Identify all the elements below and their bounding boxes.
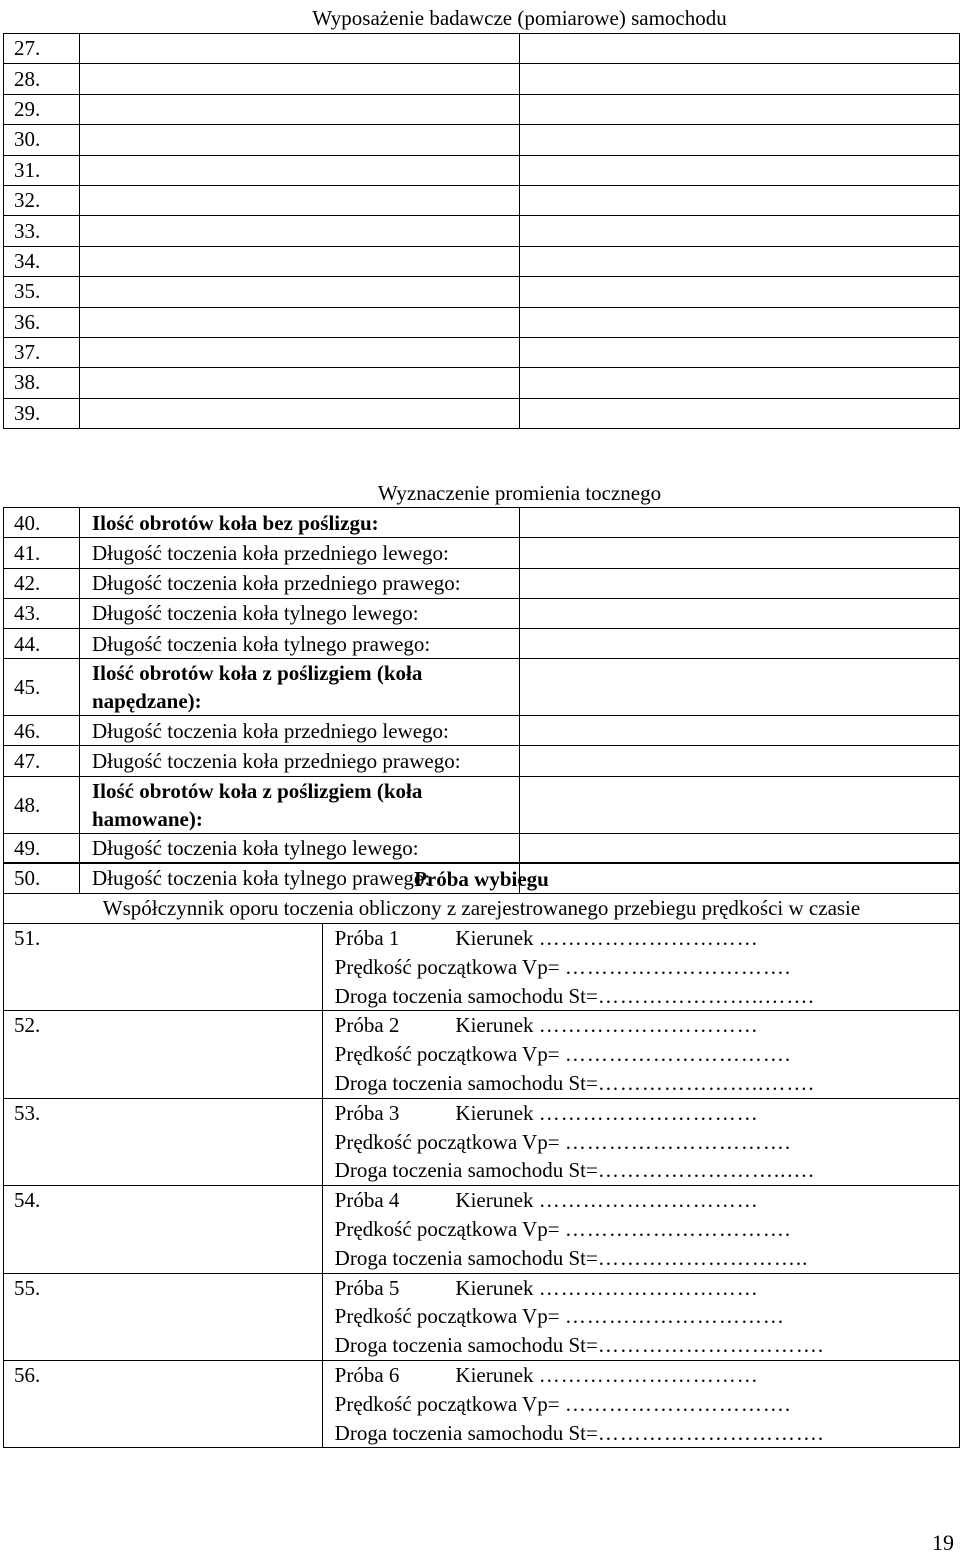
rolling-distance-field[interactable]: …………………..……. bbox=[597, 983, 815, 1008]
trial-direction-line bbox=[335, 1186, 959, 1215]
direction-label: Kierunek bbox=[455, 1100, 534, 1125]
row-number: 47. bbox=[4, 746, 80, 776]
direction-label: Kierunek bbox=[455, 1275, 534, 1300]
coastdown-trial-row bbox=[4, 1011, 960, 1098]
direction-field[interactable]: ………………………… bbox=[538, 1362, 759, 1387]
trial-label: Próba 5 bbox=[334, 1275, 400, 1300]
measurement-label: Długość toczenia koła tylnego prawego: bbox=[80, 628, 520, 658]
initial-speed-line bbox=[335, 1040, 959, 1069]
equipment-value-cell[interactable] bbox=[520, 277, 960, 307]
rolling-distance-label: Droga toczenia samochodu St= bbox=[334, 1245, 598, 1270]
initial-speed-field[interactable]: …………………………. bbox=[564, 1129, 792, 1154]
equipment-value-cell[interactable] bbox=[520, 64, 960, 94]
coastdown-trial-row bbox=[4, 1360, 960, 1447]
equipment-name-cell[interactable] bbox=[80, 216, 520, 246]
rolling-distance-field[interactable]: ……………………..…. bbox=[597, 1158, 815, 1183]
equipment-name-cell[interactable] bbox=[80, 125, 520, 155]
trial-block[interactable] bbox=[322, 1186, 959, 1273]
equipment-row bbox=[4, 34, 960, 64]
rolling-distance-line bbox=[335, 1069, 959, 1098]
measurement-label: Długość toczenia koła tylnego lewego: bbox=[80, 598, 520, 628]
equipment-rows bbox=[4, 34, 960, 429]
equipment-name-cell[interactable] bbox=[80, 398, 520, 428]
equipment-value-cell[interactable] bbox=[520, 34, 960, 64]
rolling-radius-row bbox=[4, 508, 960, 538]
equipment-value-cell[interactable] bbox=[520, 398, 960, 428]
direction-field[interactable]: ………………………… bbox=[538, 926, 759, 950]
coastdown-trial-row bbox=[4, 924, 960, 1011]
measurement-value-cell[interactable] bbox=[520, 598, 960, 628]
equipment-name-cell[interactable] bbox=[80, 155, 520, 185]
row-number: 27. bbox=[4, 34, 80, 64]
rolling-distance-line bbox=[335, 1156, 959, 1185]
initial-speed-line bbox=[335, 953, 959, 982]
measurement-value-cell[interactable] bbox=[520, 659, 960, 716]
rolling-radius-row bbox=[4, 833, 960, 863]
direction-label: Kierunek bbox=[455, 926, 534, 950]
row-number: 48. bbox=[4, 776, 80, 833]
rolling-radius-row bbox=[4, 538, 960, 568]
row-number: 41. bbox=[4, 538, 80, 568]
equipment-row bbox=[4, 64, 960, 94]
measurement-value-cell[interactable] bbox=[520, 508, 960, 538]
equipment-row bbox=[4, 368, 960, 398]
measurement-label: Długość toczenia koła tylnego lewego: bbox=[80, 833, 520, 863]
row-number: 49. bbox=[4, 833, 80, 863]
equipment-name-cell[interactable] bbox=[80, 337, 520, 367]
direction-field[interactable]: ………………………… bbox=[538, 1100, 759, 1125]
measurement-label: Długość toczenia koła przedniego lewego: bbox=[80, 538, 520, 568]
initial-speed-field[interactable]: ………………………… bbox=[564, 1304, 785, 1329]
row-number: 28. bbox=[4, 64, 80, 94]
initial-speed-label: Prędkość początkowa Vp= bbox=[334, 1042, 560, 1067]
measurement-label: Długość toczenia koła tylnego prawego: bbox=[80, 863, 520, 893]
row-number: 50. bbox=[4, 863, 80, 893]
equipment-value-cell[interactable] bbox=[520, 337, 960, 367]
equipment-row bbox=[4, 277, 960, 307]
coastdown-trial-row bbox=[4, 1273, 960, 1360]
equipment-name-cell[interactable] bbox=[80, 34, 520, 64]
initial-speed-field[interactable]: …………………………. bbox=[564, 1042, 792, 1067]
initial-speed-field[interactable]: …………………………. bbox=[564, 1391, 792, 1416]
rolling-distance-label: Droga toczenia samochodu St= bbox=[334, 1158, 598, 1183]
trial-label: Próba 6 bbox=[334, 1362, 400, 1387]
initial-speed-field[interactable]: …………………………. bbox=[564, 1216, 792, 1241]
measurement-label: Długość toczenia koła przedniego prawego: bbox=[80, 746, 520, 776]
equipment-row bbox=[4, 307, 960, 337]
direction-field[interactable]: ………………………… bbox=[538, 1275, 759, 1300]
row-number: 52. bbox=[4, 1011, 323, 1098]
row-number: 40. bbox=[4, 508, 80, 538]
rolling-radius-row bbox=[4, 659, 960, 716]
measurement-value-cell[interactable] bbox=[520, 833, 960, 863]
equipment-name-cell[interactable] bbox=[80, 368, 520, 398]
row-number: 32. bbox=[4, 185, 80, 215]
equipment-name-cell[interactable] bbox=[80, 185, 520, 215]
row-number: 53. bbox=[4, 1098, 323, 1185]
equipment-name-cell[interactable] bbox=[80, 94, 520, 124]
rolling-distance-line bbox=[335, 982, 959, 1011]
measurement-value-cell[interactable] bbox=[520, 538, 960, 568]
equipment-value-cell[interactable] bbox=[520, 125, 960, 155]
initial-speed-line bbox=[335, 1302, 959, 1331]
rolling-distance-field[interactable]: …………………………. bbox=[597, 1420, 825, 1445]
rolling-radius-row bbox=[4, 716, 960, 746]
rolling-radius-rows bbox=[4, 508, 960, 894]
equipment-name-cell[interactable] bbox=[80, 307, 520, 337]
row-number: 42. bbox=[4, 568, 80, 598]
rolling-radius-row bbox=[4, 568, 960, 598]
rolling-distance-field[interactable]: …………………..……. bbox=[597, 1070, 815, 1095]
equipment-value-cell[interactable] bbox=[520, 246, 960, 276]
equipment-value-cell[interactable] bbox=[520, 368, 960, 398]
initial-speed-line bbox=[335, 1390, 959, 1419]
initial-speed-line bbox=[335, 1215, 959, 1244]
row-number: 39. bbox=[4, 398, 80, 428]
equipment-value-cell[interactable] bbox=[520, 94, 960, 124]
row-number: 54. bbox=[4, 1186, 323, 1273]
coastdown-rows bbox=[4, 924, 960, 1448]
rolling-radius-header-row bbox=[4, 478, 960, 508]
rolling-distance-line bbox=[335, 1331, 959, 1360]
direction-label: Kierunek bbox=[455, 1362, 534, 1387]
equipment-row bbox=[4, 246, 960, 276]
equipment-name-cell[interactable] bbox=[80, 246, 520, 276]
row-number: 38. bbox=[4, 368, 80, 398]
equipment-value-cell[interactable] bbox=[520, 307, 960, 337]
rolling-distance-label: Droga toczenia samochodu St= bbox=[334, 983, 598, 1008]
initial-speed-label: Prędkość początkowa Vp= bbox=[334, 1129, 560, 1154]
measurement-label: Ilość obrotów koła z poślizgiem (koła hamowane): bbox=[80, 776, 520, 833]
direction-label: Kierunek bbox=[455, 1188, 534, 1213]
direction-field[interactable]: ………………………… bbox=[538, 1013, 759, 1038]
trial-direction-line bbox=[335, 1099, 959, 1128]
equipment-table bbox=[3, 3, 960, 429]
row-number: 33. bbox=[4, 216, 80, 246]
row-number: 56. bbox=[4, 1360, 323, 1447]
trial-block[interactable] bbox=[322, 1360, 959, 1447]
trial-label: Próba 1 bbox=[334, 926, 400, 950]
row-number: 36. bbox=[4, 307, 80, 337]
equipment-value-cell[interactable] bbox=[520, 216, 960, 246]
row-number: 43. bbox=[4, 598, 80, 628]
trial-direction-line bbox=[335, 1274, 959, 1303]
initial-speed-field[interactable]: …………………………. bbox=[564, 954, 792, 979]
row-number: 44. bbox=[4, 628, 80, 658]
trial-block[interactable] bbox=[322, 1098, 959, 1185]
equipment-row bbox=[4, 185, 960, 215]
initial-speed-line bbox=[335, 1128, 959, 1157]
initial-speed-label: Prędkość początkowa Vp= bbox=[334, 954, 560, 979]
initial-speed-label: Prędkość początkowa Vp= bbox=[334, 1391, 560, 1416]
equipment-name-cell[interactable] bbox=[80, 64, 520, 94]
measurement-label: Ilość obrotów koła z poślizgiem (koła napędzane): bbox=[80, 659, 520, 716]
measurement-label: Długość toczenia koła przedniego prawego: bbox=[80, 568, 520, 598]
direction-field[interactable]: ………………………… bbox=[538, 1188, 759, 1213]
measurement-label: Długość toczenia koła przedniego lewego: bbox=[80, 716, 520, 746]
rolling-distance-label: Droga toczenia samochodu St= bbox=[334, 1070, 598, 1095]
equipment-header-row bbox=[4, 3, 960, 34]
coastdown-trial-row bbox=[4, 1098, 960, 1185]
trial-direction-line bbox=[335, 1361, 959, 1390]
row-number: 31. bbox=[4, 155, 80, 185]
trial-block[interactable] bbox=[322, 1273, 959, 1360]
measurement-value-cell[interactable] bbox=[520, 716, 960, 746]
measurement-value-cell[interactable] bbox=[520, 776, 960, 833]
trial-direction-line bbox=[335, 924, 959, 953]
rolling-radius-row bbox=[4, 598, 960, 628]
row-number: 35. bbox=[4, 277, 80, 307]
rolling-radius-title: Wyznaczenie promienia tocznego bbox=[377, 480, 662, 505]
row-number: 55. bbox=[4, 1273, 323, 1360]
equipment-row bbox=[4, 216, 960, 246]
equipment-row bbox=[4, 398, 960, 428]
trial-label: Próba 3 bbox=[334, 1100, 400, 1125]
rolling-radius-row bbox=[4, 628, 960, 658]
trial-block[interactable] bbox=[322, 1011, 959, 1098]
equipment-row bbox=[4, 337, 960, 367]
equipment-title: Wyposażenie badawcze (pomiarowe) samochodu bbox=[312, 6, 727, 30]
row-number: 30. bbox=[4, 125, 80, 155]
measurement-value-cell[interactable] bbox=[520, 568, 960, 598]
row-number: 29. bbox=[4, 94, 80, 124]
rolling-radius-row bbox=[4, 776, 960, 833]
page-number: 19 bbox=[932, 1530, 954, 1555]
direction-label: Kierunek bbox=[455, 1013, 534, 1038]
trial-label: Próba 2 bbox=[334, 1013, 400, 1038]
coastdown-subtitle: Współczynnik oporu toczenia obliczony z zarejestrowanego przebiegu prędkości w czasie bbox=[4, 894, 960, 924]
equipment-name-cell[interactable] bbox=[80, 277, 520, 307]
coastdown-title: Próba wybiegu bbox=[4, 863, 960, 895]
equipment-value-cell[interactable] bbox=[520, 155, 960, 185]
measurement-value-cell[interactable] bbox=[520, 628, 960, 658]
rolling-distance-line bbox=[335, 1419, 959, 1448]
equipment-row bbox=[4, 125, 960, 155]
trial-block[interactable] bbox=[322, 924, 959, 1011]
rolling-distance-field[interactable]: …………………………. bbox=[597, 1333, 825, 1358]
row-number: 37. bbox=[4, 337, 80, 367]
measurement-value-cell[interactable] bbox=[520, 746, 960, 776]
row-number: 45. bbox=[4, 659, 80, 716]
equipment-row bbox=[4, 94, 960, 124]
row-number: 34. bbox=[4, 246, 80, 276]
initial-speed-label: Prędkość początkowa Vp= bbox=[334, 1216, 560, 1241]
equipment-row bbox=[4, 155, 960, 185]
rolling-radius-row bbox=[4, 746, 960, 776]
rolling-radius-table bbox=[3, 478, 960, 894]
row-number: 51. bbox=[4, 924, 323, 1011]
rolling-distance-label: Droga toczenia samochodu St= bbox=[334, 1420, 598, 1445]
rolling-distance-field[interactable]: ……………………….. bbox=[597, 1245, 809, 1270]
row-number: 46. bbox=[4, 716, 80, 746]
coastdown-table bbox=[3, 862, 960, 1448]
equipment-value-cell[interactable] bbox=[520, 185, 960, 215]
trial-label: Próba 4 bbox=[334, 1188, 400, 1213]
measurement-label: Ilość obrotów koła bez poślizgu: bbox=[80, 508, 520, 538]
coastdown-trial-row bbox=[4, 1186, 960, 1273]
trial-direction-line bbox=[335, 1011, 959, 1040]
rolling-distance-label: Droga toczenia samochodu St= bbox=[334, 1333, 598, 1358]
initial-speed-label: Prędkość początkowa Vp= bbox=[334, 1304, 560, 1329]
rolling-distance-line bbox=[335, 1244, 959, 1273]
